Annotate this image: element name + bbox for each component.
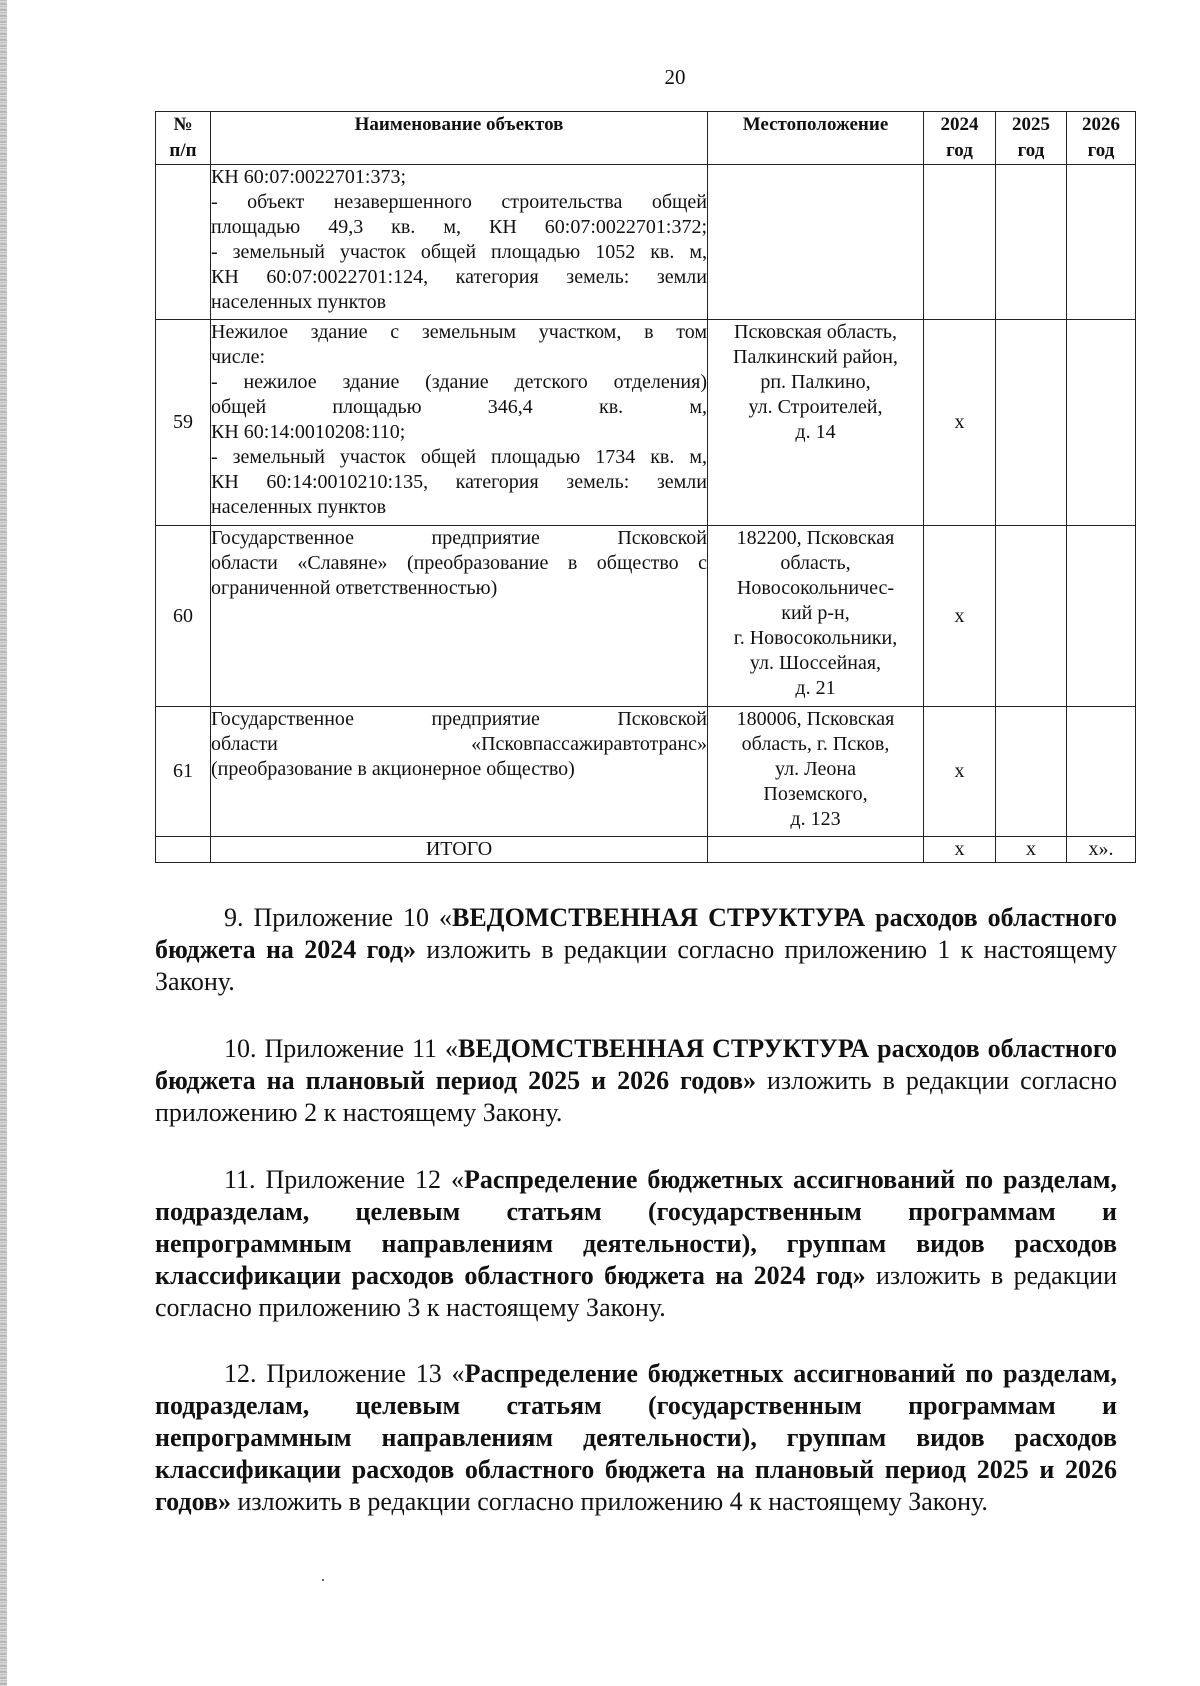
description-line: области «Псковпассажиравтотранс»	[211, 733, 707, 755]
description-line: Нежилое здание с земельным участком, в том	[211, 321, 707, 343]
description-line: площадью 49,3 кв. м, КН 60:07:0022701:372;	[211, 216, 707, 238]
location-line: д. 21	[795, 677, 836, 699]
mark-2025	[996, 526, 1067, 707]
object-location	[708, 165, 924, 320]
location-line: ул. Шоссейная,	[749, 652, 882, 674]
location-line: область,	[780, 552, 851, 574]
row-number: 60	[156, 526, 211, 707]
description-line: Государственное предприятие Псковской	[211, 527, 707, 549]
description-line: (преобразование в акционерное общество)	[211, 758, 575, 780]
location-line: д. 14	[795, 421, 836, 443]
location-line: рп. Палкино,	[760, 371, 871, 393]
mark-2024: х	[924, 707, 996, 837]
object-description	[211, 526, 708, 707]
description-line: - земельный участок общей площадью 1734 кв. м,	[211, 446, 707, 468]
paragraph-10-bold: ВЕДОМСТВЕННАЯ СТРУКТУРА расходов областного бюджета на плановый период 2025 и 2026 годов»	[155, 1034, 1117, 1095]
object-description	[211, 320, 708, 526]
header-location: Местоположение	[708, 112, 924, 165]
description-line: КН 60:14:0010210:135, категория земель: земли	[211, 471, 707, 493]
mark-2026	[1067, 165, 1136, 320]
scan-left-edge	[0, 0, 7, 1686]
header-year-2025-unit: год	[1017, 140, 1045, 161]
paragraph-12-lead: 12. Приложение 13 «	[224, 1359, 465, 1388]
description-line: - земельный участок общей площадью 1052 кв. м,	[211, 241, 707, 263]
row-number: 59	[156, 320, 211, 526]
paragraph-11-tail: изложить в редакции согласно приложению 3 к настоящему Закону.	[155, 1261, 1117, 1322]
total-2025: х	[996, 837, 1067, 863]
description-line: Государственное предприятие Псковской	[211, 708, 707, 730]
table-row	[156, 320, 1136, 526]
paragraph-12-bold: Распределение бюджетных ассигнований по разделам, подразделам, целевым статьям (государственным программам и непрограммным направлениям деятельности), группам видов расходов классификации расходов областного бюджета на плановый период 2025 и 2026 годов»	[155, 1359, 1118, 1516]
location-line: ул. Леона	[775, 758, 856, 780]
description-line: КН 60:07:0022701:124, категория земель: земли	[211, 266, 707, 288]
total-location-cell	[708, 837, 924, 863]
object-location	[708, 320, 924, 526]
paragraph-9-bold: ВЕДОМСТВЕННАЯ СТРУКТУРА расходов областного бюджета на 2024 год»	[155, 903, 1117, 964]
object-location	[708, 526, 924, 707]
row-number: 61	[156, 707, 211, 837]
header-year-2026	[1067, 112, 1136, 165]
paragraph-12	[155, 1358, 1117, 1518]
mark-2026	[1067, 526, 1136, 707]
paragraph-11	[155, 1164, 1117, 1324]
location-line: Поземского,	[763, 783, 868, 805]
mark-2025	[996, 165, 1067, 320]
header-number-abbr: п/п	[169, 140, 197, 161]
description-line: КН 60:07:0022701:373;	[211, 166, 407, 188]
paragraph-10-lead: 10. Приложение 11 «	[224, 1034, 459, 1063]
total-label: ИТОГО	[211, 837, 708, 863]
description-line: - объект незавершенного строительства общей	[211, 191, 707, 213]
header-year-2025	[996, 112, 1067, 165]
header-year-2024-unit: год	[946, 140, 973, 161]
total-number-cell	[156, 837, 211, 863]
header-year-2024-number: 2024	[940, 114, 979, 135]
mark-2026	[1067, 320, 1136, 526]
mark-2024: х	[924, 320, 996, 526]
paragraph-9-lead: 9. Приложение 10 «	[224, 903, 452, 932]
paragraph-9	[155, 902, 1117, 998]
mark-2024: х	[924, 526, 996, 707]
paragraph-11-lead: 11. Приложение 12 «	[224, 1165, 464, 1194]
location-line: область, г. Псков,	[741, 733, 890, 755]
location-line: Новосокольничес-	[736, 577, 895, 599]
object-description	[211, 165, 708, 320]
header-number-symbol: №	[173, 114, 193, 135]
object-description	[211, 707, 708, 837]
header-year-2024	[924, 112, 996, 165]
location-line: 182200, Псковская	[736, 527, 895, 549]
scan-speck	[322, 1579, 324, 1581]
description-line: общей площадью 346,4 кв. м,	[211, 396, 707, 418]
mark-2025	[996, 320, 1067, 526]
description-line: населенных пунктов	[211, 496, 387, 518]
header-year-2025-number: 2025	[1012, 114, 1050, 135]
paragraph-10	[155, 1033, 1117, 1129]
paragraph-12-tail: изложить в редакции согласно приложению 4 к настоящему Закону.	[230, 1487, 988, 1516]
table-total-row	[156, 837, 1136, 863]
description-line: КН 60:14:0010208:110;	[211, 421, 406, 443]
location-line: Псковская область,	[734, 321, 897, 343]
object-location	[708, 707, 924, 837]
location-line: Палкинский район,	[733, 346, 898, 368]
table-row	[156, 165, 1136, 320]
table-header-row	[156, 112, 1136, 165]
table-row	[156, 707, 1136, 837]
location-line: кий р-н,	[781, 602, 850, 624]
description-line: области «Славяне» (преобразование в общество с	[211, 552, 707, 574]
objects-table	[155, 111, 1136, 863]
total-2024: х	[924, 837, 996, 863]
location-line: д. 123	[790, 808, 841, 830]
header-year-2026-number: 2026	[1082, 114, 1120, 135]
table-row	[156, 526, 1136, 707]
paragraph-9-tail: изложить в редакции согласно приложению 1 к настоящему Закону.	[155, 935, 1117, 996]
header-object-name: Наименование объектов	[211, 112, 708, 165]
location-line: г. Новосокольники,	[733, 627, 898, 649]
description-line: населенных пунктов	[211, 291, 387, 313]
paragraph-10-tail: изложить в редакции согласно приложению 2 к настоящему Закону.	[155, 1066, 1117, 1127]
row-number	[156, 165, 211, 320]
location-line: ул. Строителей,	[748, 396, 883, 418]
paragraph-11-bold: Распределение бюджетных ассигнований по разделам, подразделам, целевым статьям (государственным программам и непрограммным направлениям деятельности), группам видов расходов классификации расходов областного бюджета на 2024 год»	[155, 1165, 1117, 1290]
total-2026: х».	[1067, 837, 1136, 863]
description-line: - нежилое здание (здание детского отделения)	[211, 371, 707, 393]
description-line: числе:	[211, 346, 266, 368]
description-line: ограниченной ответственностью)	[211, 577, 498, 599]
page-number: 20	[664, 65, 686, 89]
header-year-2026-unit: год	[1087, 140, 1115, 161]
mark-2026	[1067, 707, 1136, 837]
mark-2024	[924, 165, 996, 320]
mark-2025	[996, 707, 1067, 837]
header-number	[156, 112, 211, 165]
location-line: 180006, Псковская	[736, 708, 895, 730]
